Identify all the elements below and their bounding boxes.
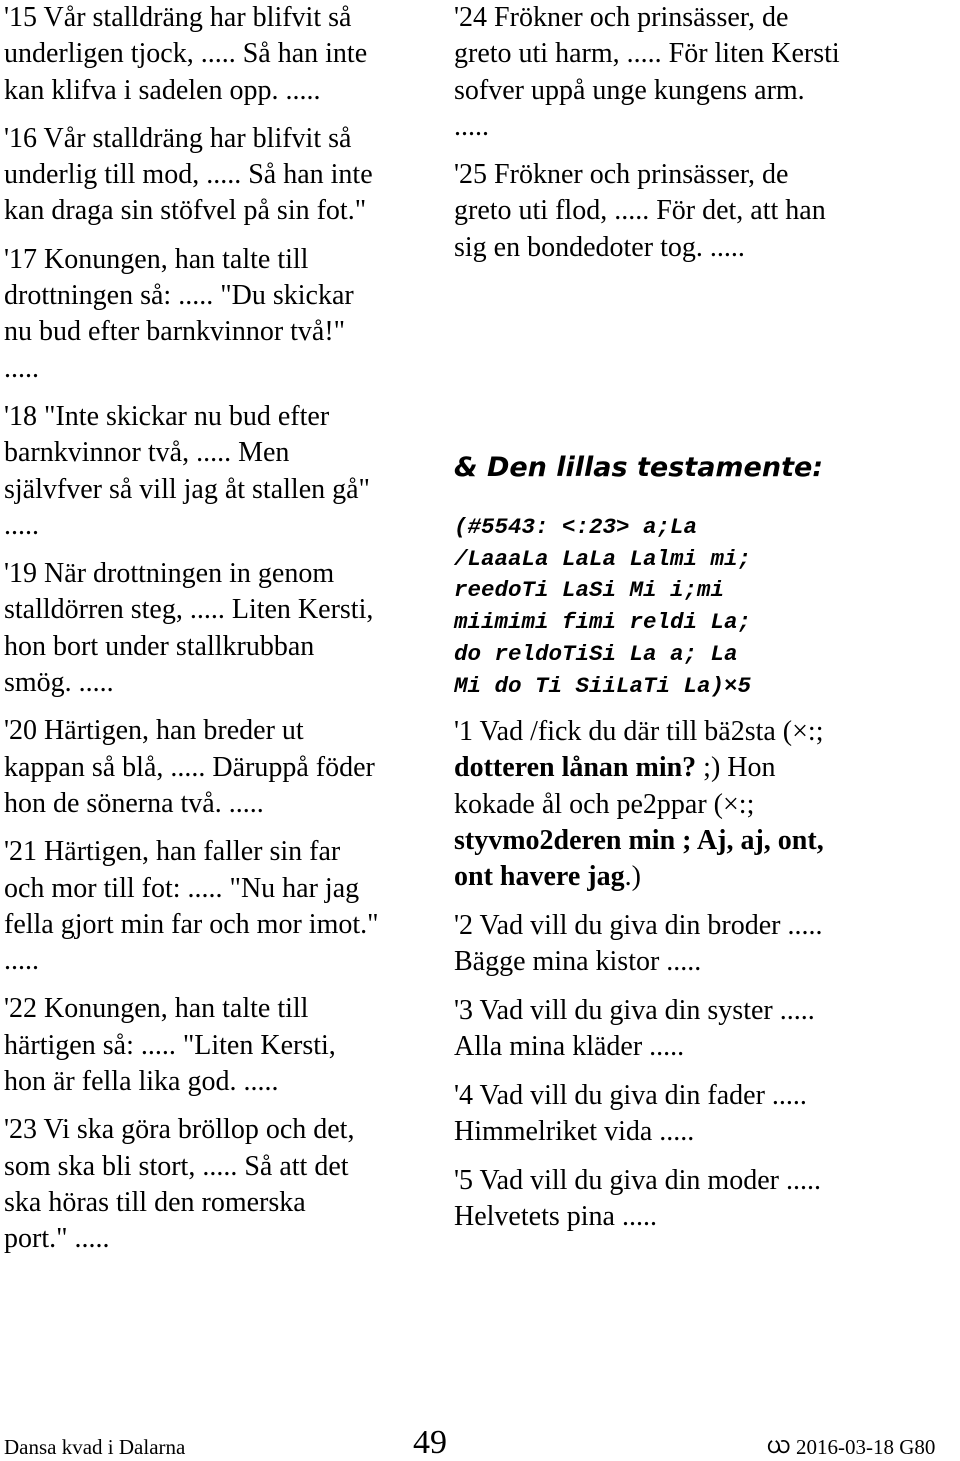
testament-verse-2: '2 Vad vill du giva din broder ..... Bägge mina kistor ..... [454, 910, 823, 978]
page-number: 49 [413, 1424, 447, 1461]
verse-16: '16 Vår stalldräng har blifvit så underlig till mod, ..... Så han inte kan draga sin stöfvel på sin fot." [4, 122, 373, 227]
testament-verse-1-text-b: ;) Hon kokade ål och pe2ppar (×:; [454, 752, 776, 820]
melody-notation: (#5543: <:23> a;La /LaaaLa LaLa Lalmi mi; reedoTi LaSi Mi i;mi miimimi fimi reldi La; do reldoTiSi La a; La Mi do Ti SiiLaTi La)×5 [454, 514, 752, 699]
footer-date: 2016-03-18 G80 [796, 1435, 936, 1459]
testament-verse-3: '3 Vad vill du giva din syster ..... Alla mina kläder ..... [454, 995, 815, 1063]
verse-17: '17 Konungen, han talte till drottningen så: ..... "Du skickar nu bud efter barnkvinnor två!" ..... [4, 243, 354, 384]
verse-23: '23 Vi ska göra bröllop och det, som ska bli stort, ..... Så att det ska höras till den romerska port." ..... [4, 1114, 355, 1255]
footer-title: Dansa kvad i Dalarna [4, 1435, 186, 1459]
verse-25: '25 Frökner och prinsässer, de greto uti flod, ..... För det, att han sig en bondedoter tog. ..... [454, 159, 826, 263]
verse-18: '18 "Inte skickar nu bud efter barnkvinnor två, ..... Men självfver så vill jag åt stallen gå" ..... [4, 400, 370, 541]
page-footer [0, 1424, 960, 1461]
testament-verse-1-bold-b: styvmo2deren min ; Aj, aj, ont, ont havere jag [454, 824, 824, 893]
verse-21: '21 Härtigen, han faller sin far och mor till fot: ..... "Nu har jag fella gjort min far och mor imot." ..... [4, 836, 379, 977]
verse-15: '15 Vår stalldräng har blifvit så underligen tjock, ..... Så han inte kan klifva i sadelen opp. ..... [4, 2, 368, 106]
verse-24: '24 Frökner och prinsässer, de greto uti harm, ..... För liten Kersti sofver uppå unge kungens arm. ..... [454, 2, 840, 142]
footer-symbol-icon: ᨿ [766, 1431, 792, 1459]
testament-verse-1 [454, 714, 834, 895]
verse-19: '19 När drottningen in genom stalldörren steg, ..... Liten Kersti, hon bort under stallkrubban smög. ..... [4, 558, 374, 699]
section-heading: & Den lillas testamente: [454, 452, 824, 483]
verse-22: '22 Konungen, han talte till härtigen så: ..... "Liten Kersti, hon är fella lika god. ..... [4, 993, 336, 1098]
testament-verse-4: '4 Vad vill du giva din fader ..... Himmelriket vida ..... [454, 1080, 807, 1148]
testament-verse-1-text-c: .) [624, 861, 641, 893]
testament-verse-1-text-a: '1 Vad /fick du där till bä2sta (×:; [454, 716, 824, 747]
left-column [4, 0, 429, 1270]
testament-verse-5: '5 Vad vill du giva din moder ..... Helvetets pina ..... [454, 1165, 821, 1233]
verse-20: '20 Härtigen, han breder ut kappan så blå, ..... Däruppå föder hon de sönerna två. ..... [4, 715, 375, 819]
right-column [454, 0, 954, 1420]
testament-verse-1-bold-a: dotteren lånan min? [454, 752, 697, 784]
